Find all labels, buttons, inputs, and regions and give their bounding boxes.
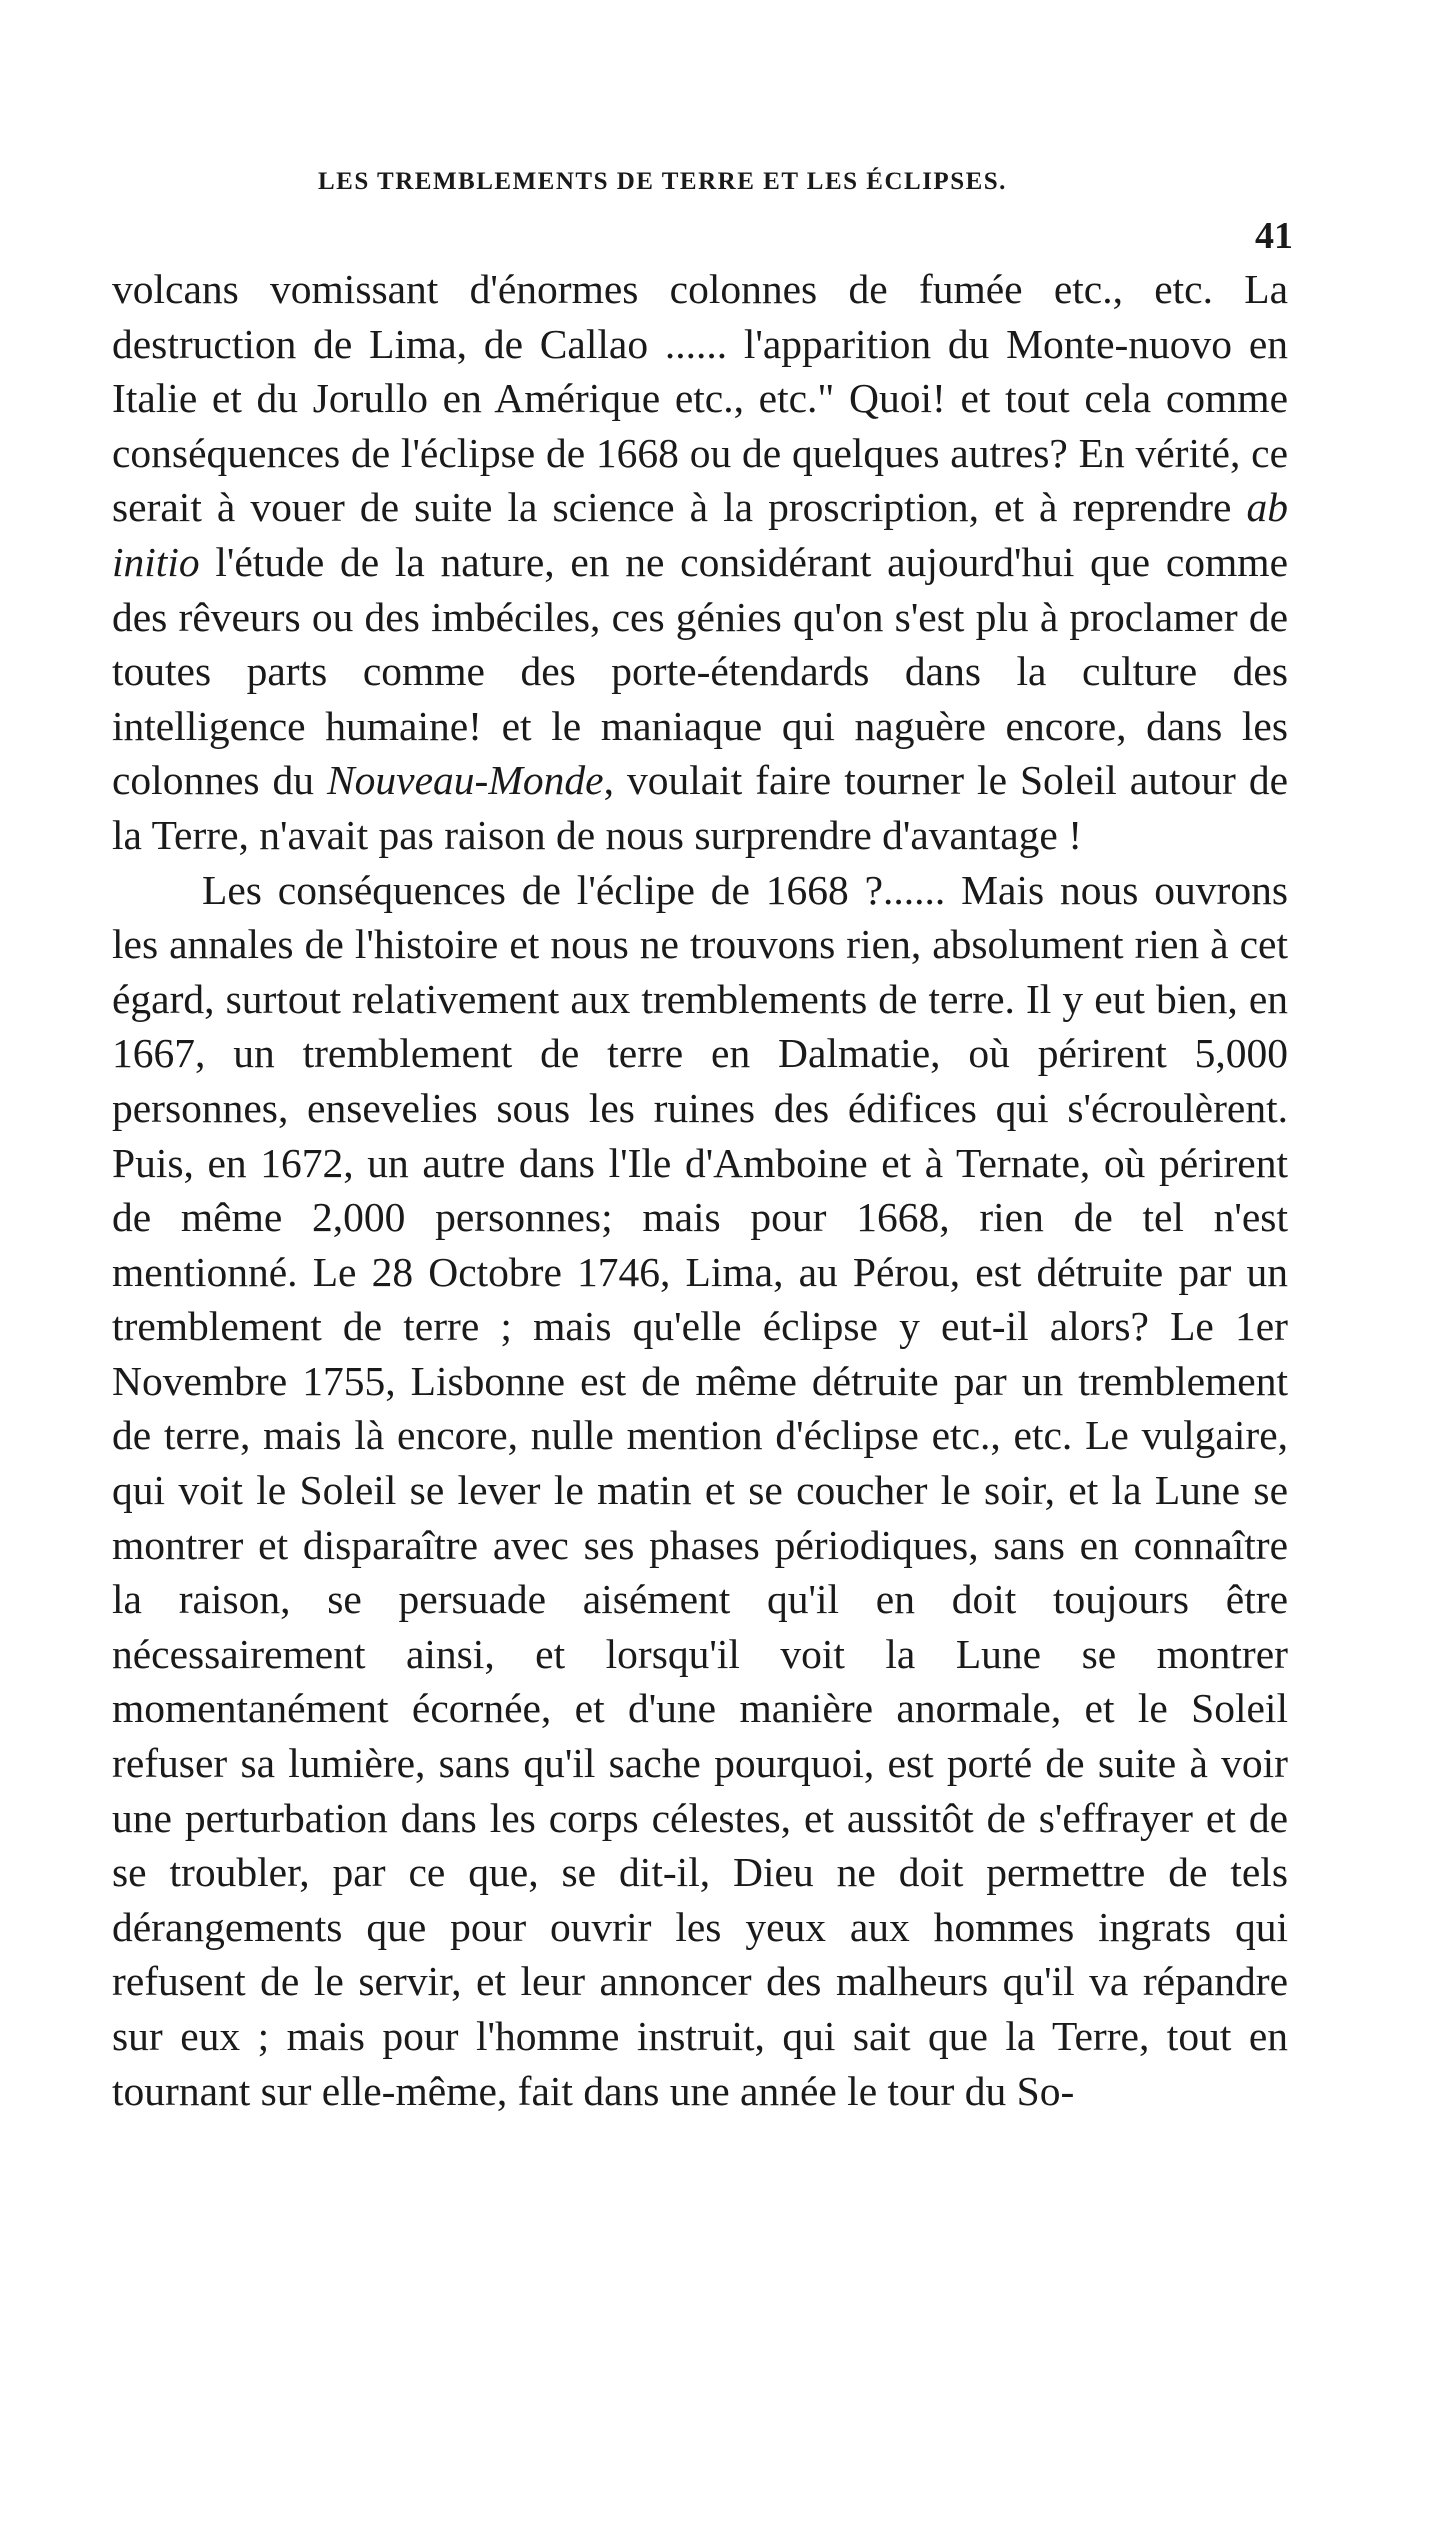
running-head-title: LES TREMBLEMENTS DE TERRE ET LES ÉCLIPSES.: [318, 168, 1007, 195]
page-number: 41: [1255, 215, 1293, 257]
italic-ab-initio: ab initio: [112, 484, 1288, 585]
paragraph-2: Les conséquences de l'éclipe de 1668 ?...... Mais nous ouvrons les annales de l'histoire et nous ne trouvons rien, absolument rien à cet égard, surtout relativement aux tremblements de terre. Il y eut bien, en 1667, un tremblement de terre en Dalmatie, où périrent 5,000 personnes, ensevelies sous les ruines des édifices qui s'écroulèrent. Puis, en 1672, un autre dans l'Ile d'Amboine et à Ternate, où périrent de même 2,000 personnes; mais pour 1668, rien de tel n'est mentionné. Le 28 Octobre 1746, Lima, au Pérou, est détruite par un tremblement de terre ; mais qu'elle éclipse y eut-il alors? Le 1er Novembre 1755, Lisbonne est de même détruite par un tremblement de terre, mais là encore, nulle mention d'éclipse etc., etc. Le vulgaire, qui voit le Soleil se lever le matin et se coucher le soir, et la Lune se montrer et disparaître avec ses phases périodiques, sans en connaître la raison, se persuade aisément qu'il en doit toujours être nécessairement ainsi, et lorsqu'il voit la Lune se montrer momentanément écornée, et d'une manière anormale, et le Soleil refuser sa lumière, sans qu'il sache pourquoi, est porté de suite à voir une perturbation dans les corps célestes, et aussitôt de s'effrayer et de se troubler, par ce que, se dit-il, Dieu ne doit permettre de tels dérangements que pour ouvrir les yeux aux hommes ingrats qui refusent de le servir, et leur annoncer des malheurs qu'il va répandre sur eux ; mais pour l'homme instruit, qui sait que la Terre, tout en tournant sur elle-même, fait dans une année le tour du So-: [112, 866, 1288, 2114]
paragraph-1: [112, 262, 1288, 863]
body-text: [112, 262, 1288, 2118]
paragraph-1-text-c: , voulait faire tourner le Soleil autour de la Terre, n'avait pas raison de nous surprendre d'avantage !: [112, 757, 1288, 858]
paragraph-1-text-b: l'étude de la nature, en ne considérant aujourd'hui que comme des rêveurs ou des imbéciles, ces génies qu'on s'est plu à proclamer de toutes parts comme des porte-étendards dans la culture des intelligence humaine! et le maniaque qui naguère encore, dans les colonnes du: [112, 538, 1288, 804]
italic-nouveau-monde: Nouveau-Monde: [327, 757, 604, 804]
paragraph-1-text-a: volcans vomissant d'énormes colonnes de fumée etc., etc. La destruction de Lima, de Callao ...... l'apparition du Monte-nuovo en Italie et du Jorullo en Amérique etc., etc." Quoi! et tout cela comme conséquences de l'éclipse de 1668 ou de quelques autres? En vérité, ce serait à vouer de suite la science à la proscription, et à reprendre: [112, 266, 1288, 531]
